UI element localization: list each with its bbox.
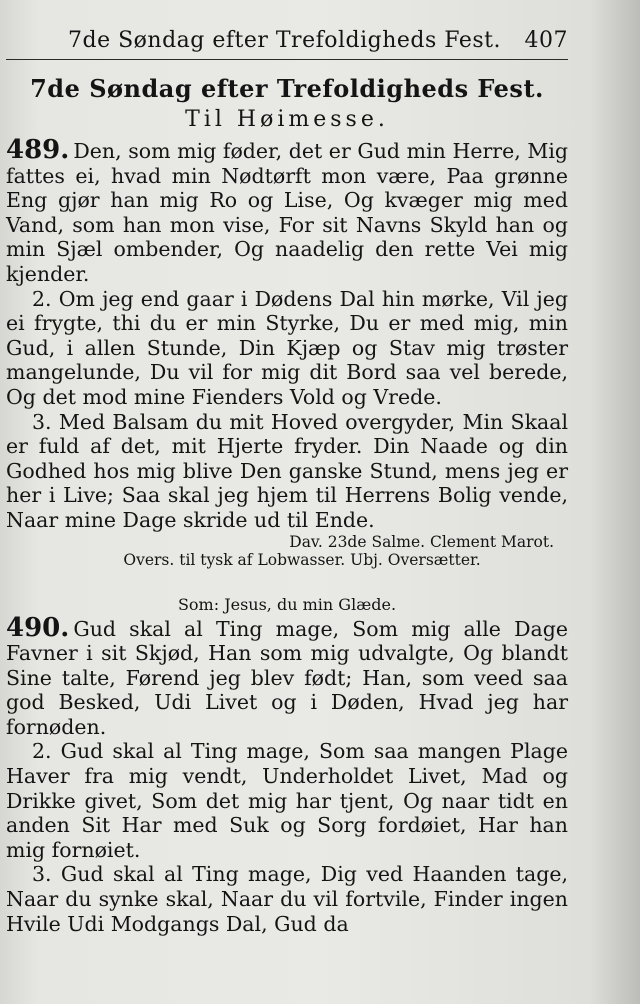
hymn-number: 490.: [6, 612, 70, 643]
hymn-490-verse-1: [6, 612, 568, 740]
verse-text: Gud skal al Ting mage, Som mig alle Dage Favner i sit Skjød, Han som mig udvalgte, Og blandt Sine talte, Førend jeg blev født; Han, som veed saa god Besked, Udi Livet og i Døden, Hvad jeg har fornøden.: [6, 616, 568, 739]
running-head: [6, 28, 568, 60]
hymn-489-verse-2: 2. Om jeg end gaar i Dødens Dal hin mørke, Vil jeg ei frygte, thi du er min Styrke, Du er med mig, min Gud, i allen Stunde, Din Kjæp og Stav mig trøster mangelunde, Du vil for mig dit Bord saa vel berede, Og det mod mine Fienders Vold og Vrede.: [6, 286, 568, 409]
verse-text: Den, som mig føder, det er Gud min Herre, Mig fattes ei, hvad min Nødtørft mon være, Paa grønne Eng gjør han mig Ro og Lise, Og kvæger mig med Vand, som han mon vise, For sit Navns Skyld han og min Sjæl ombender, Og naadelig den rette Vei mig kjender.: [6, 139, 568, 286]
running-head-title: 7de Søndag efter Trefoldigheds Fest.: [68, 28, 501, 53]
hymn-number: 489.: [6, 135, 70, 165]
hymn-489-verse-1: [6, 135, 568, 287]
hymn-490: [6, 612, 568, 937]
subtitle: Til Høimesse.: [185, 107, 389, 132]
hymn-490-verse-2: 2. Gud skal al Ting mage, Som saa mangen Plage Haver fra mig vendt, Underholdet Livet, Mad og Drikke givet, Som det mig har tjent, Og naar tidt en anden Sit Har med Suk og Sorg fordøiet, Har han mig fornøiet.: [6, 739, 568, 862]
hymn-489: [6, 135, 568, 569]
credit-source: Dav. 23de Salme. Clement Marot.: [289, 532, 554, 551]
section-title: 7de Søndag efter Trefoldigheds Fest.: [30, 74, 544, 103]
page-number: 407: [524, 28, 568, 53]
melody-note: Som: Jesus, du min Glæde.: [177, 594, 397, 614]
hymn-489-verse-3: 3. Med Balsam du mit Hoved overgyder, Min Skaal er fuld af det, mit Hjerte fryder. Din Naade og din Godhed hos mig blive Den ganske Stund, mens jeg er her i Live; Saa skal jeg hjem til Herrens Bolig vende, Naar mine Dage skride ud til Ende.: [6, 409, 568, 532]
hymn-489-credits: [6, 533, 568, 569]
hymn-490-verse-3: 3. Gud skal al Ting mage, Dig ved Haanden tage, Naar du synke skal, Naar du vil fortvile, Finder ingen Hvile Udi Modgangs Dal, Gud da: [6, 862, 568, 936]
credit-translation: Overs. til tysk af Lobwasser. Ubj. Oversætter.: [123, 550, 481, 569]
